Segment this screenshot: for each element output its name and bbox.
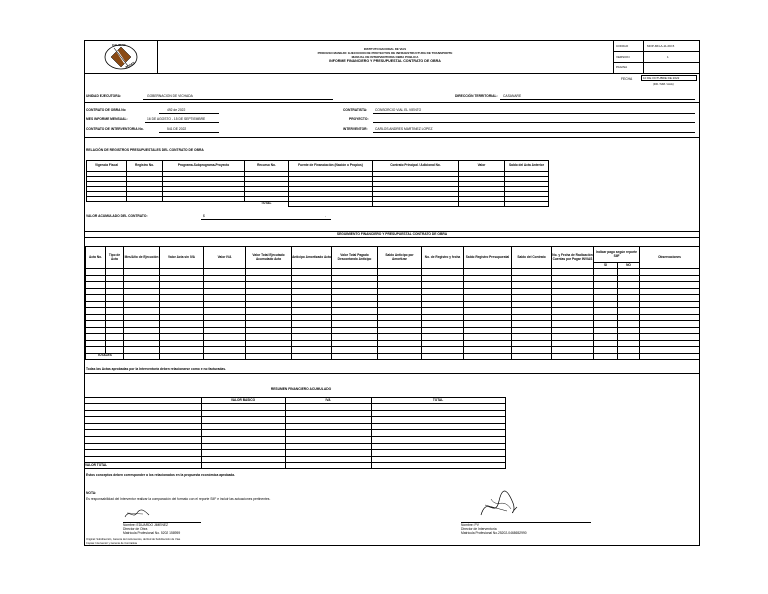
sign-left-name: Nombre: EDUARDO JIMENEZ bbox=[123, 523, 169, 527]
contract-label: CONTRATO DE OBRA No bbox=[86, 108, 126, 112]
seguimiento-title: SEGUIMIENTO FINANCIERO Y PRESUPUESTAL CONTRATO DE OBRA bbox=[336, 232, 448, 236]
seg-col-saldo-anticipo: Saldo Anticipo por Amortizar bbox=[378, 247, 422, 269]
seg-col-valor-sin-iva: Valor Acta sin IVA bbox=[160, 247, 204, 269]
manual-name: MANUAL DE INTERVENTORIA OBRA PUBLICA bbox=[351, 55, 419, 59]
resumen-title: RESUMEN FINANCIERO ACUMULADO bbox=[270, 387, 332, 391]
resumen-col-total: TOTAL bbox=[371, 398, 505, 404]
acumulado-value[interactable]: - bbox=[325, 214, 327, 218]
sign-right-name: Nombre: PV bbox=[461, 523, 479, 527]
unit-label: UNIDAD EJECUTORA: bbox=[86, 94, 122, 98]
reg-col-valor: Valor bbox=[459, 161, 505, 172]
sign-left-role: Director de Obra bbox=[123, 527, 148, 531]
code-label: CODIGO bbox=[616, 44, 629, 48]
reg-col-registro: Registro No. bbox=[127, 161, 163, 172]
sign-right-license: Matrícula Profesional No.25202-0468652990 bbox=[461, 531, 527, 535]
table-row[interactable] bbox=[85, 417, 505, 424]
territorial-label: DIRECCIÓN TERRITORIAL: bbox=[455, 94, 498, 98]
table-row[interactable] bbox=[85, 443, 505, 450]
date-value: 10 DE OCTUBRE DE 2022 bbox=[643, 76, 680, 80]
acumulado-label: VALOR ACUMULADO DEL CONTRATO: bbox=[86, 214, 148, 218]
report-title: INFORME FINANCIERO Y PRESUPUESTAL CONTRATO DE OBRA bbox=[329, 59, 441, 63]
reg-total-label: TOTAL bbox=[261, 201, 272, 206]
interv-contract-value[interactable]: 541 DE 2022 bbox=[167, 127, 187, 131]
version-label: VERSION bbox=[616, 55, 630, 59]
table-row[interactable] bbox=[85, 404, 505, 411]
resumen-total-label: VALOR TOTAL bbox=[85, 463, 201, 469]
seg-col-observaciones: Observaciones bbox=[640, 247, 700, 269]
nota-text: Es responsabilidad del Interventor realizar la comparación del formato con el reporte SIIF e incluir las actuaciones pertinentes. bbox=[86, 497, 271, 501]
seg-col-anticipo: Anticipo Amortizado Acta bbox=[292, 247, 332, 269]
reg-col-recurso: Recurso No. bbox=[245, 161, 289, 172]
reg-col-programa: Programa-Subprograma-Proyecto bbox=[163, 161, 245, 172]
table-row[interactable] bbox=[85, 430, 505, 437]
siif-yes: SI bbox=[594, 263, 618, 269]
seg-col-tipo: Tipo de Acta bbox=[106, 247, 124, 269]
contractor-label: CONTRATISTA: bbox=[343, 108, 368, 112]
seg-col-iva: Valor IVA bbox=[204, 247, 246, 269]
institution-name: INSTITUTO NACIONAL DE VIAS bbox=[363, 47, 407, 51]
reg-col-contrato: Contrato Principal / Adicional No. bbox=[373, 161, 459, 172]
project-label: PROYECTO: bbox=[349, 117, 369, 121]
form-sheet bbox=[84, 40, 700, 546]
signature-right bbox=[477, 489, 521, 521]
table-row[interactable] bbox=[85, 450, 505, 457]
table-row[interactable] bbox=[85, 423, 505, 430]
resumen-col-basico: VALOR BASICO bbox=[201, 398, 285, 404]
seg-col-mes: Mes/Año de Ejecución bbox=[124, 247, 160, 269]
seg-col-radicacion: No. y Fecha de Radicación Cuentas por Pagar INVIAS bbox=[552, 247, 594, 269]
seg-col-registro: No. de Registro y fecha bbox=[422, 247, 464, 269]
process-name: PROCESO MANEJO: EJECUCION DE PROYECTOS DE INFRAESTRUCTURA DE TRANSPORTE bbox=[317, 51, 453, 55]
seg-col-saldo-registro: Saldo Registro Presupuestal bbox=[464, 247, 512, 269]
sign-left-license: Matrícula Profesional No. 5202 158959 bbox=[123, 531, 181, 535]
footer-original: Original: Subdirección, Gerente de Instrumentos, de Red de Subdirección de Vías bbox=[86, 538, 181, 541]
table-row[interactable] bbox=[85, 436, 505, 443]
resumen-col-iva: IVA bbox=[285, 398, 371, 404]
unit-value[interactable]: GOBERNACION DE VICHADA bbox=[147, 94, 193, 98]
sign-right-role: Director de Interventoría bbox=[461, 527, 497, 531]
seg-col-total-ejecutado: Valor Total Ejecutado Acumulado Acta bbox=[246, 247, 292, 269]
date-label: FECHA bbox=[621, 77, 633, 81]
acumulado-currency: $ bbox=[203, 214, 205, 218]
table-row[interactable] bbox=[85, 456, 505, 463]
code-value: MOP-MN-A-11-FR-5 bbox=[647, 44, 675, 48]
seg-totals-label: TOTALES bbox=[86, 353, 124, 359]
supervisor-value[interactable]: CARLOS ANDRES MARTINEZ LOPEZ bbox=[375, 127, 433, 131]
logo-text-bottom: INVIAS bbox=[124, 60, 136, 70]
logo-text-top: CALIDAD bbox=[112, 43, 126, 47]
seg-col-total-pagado: Valor Total Pagado Descontando Anticipo bbox=[332, 247, 378, 269]
seg-col-acta: Acta No. bbox=[86, 247, 106, 269]
seg-col-siif: Indicar pago según reporte SIIF bbox=[594, 247, 640, 263]
supervisor-label: INTERVENTOR: bbox=[343, 127, 368, 131]
nota-label: NOTA: bbox=[86, 491, 97, 495]
version-value: 1 bbox=[667, 55, 669, 59]
page-label: PAGINA bbox=[616, 65, 628, 69]
seg-col-saldo-contrato: Saldo del Contrato bbox=[512, 247, 552, 269]
seguimiento-note: Todas las Actas aprobadas por la Interventoría deben relacionarse como e no facturadas. bbox=[86, 367, 226, 371]
seguimiento-table bbox=[85, 246, 700, 360]
reg-col-vigencia: Vigencia Fiscal bbox=[87, 161, 127, 172]
invias-logo bbox=[103, 43, 139, 71]
date-format: (DD / MM / AAA) bbox=[653, 82, 674, 86]
month-value[interactable]: 16 DE AGOSTO - 15 DE SEPTIEMBRE bbox=[147, 117, 206, 121]
contractor-value[interactable]: CONSORCIO VIAL EL VIENTO bbox=[375, 108, 422, 112]
table-row[interactable] bbox=[85, 410, 505, 417]
month-label: MES INFORME MENSUAL: bbox=[86, 117, 128, 121]
territorial-value[interactable]: CASANARE bbox=[503, 94, 522, 98]
resumen-note: Estos conceptos deben corresponder a los relacionados en la propuesta económica aprobada. bbox=[86, 473, 235, 477]
reg-col-fuente: Fuente de Financiación (Nación o Propios) bbox=[289, 161, 373, 172]
registros-title: RELACIÓN DE REGISTROS PRESUPUESTALES DEL CONTRATO DE OBRA bbox=[86, 148, 204, 152]
footer-copies: Copias: Interventor y Gerente de Contratista bbox=[86, 542, 137, 545]
signature-left bbox=[123, 505, 153, 521]
interv-contract-label: CONTRATO DE INTERVENTORIA No. bbox=[86, 127, 144, 131]
contract-value[interactable]: 492 de 2022 bbox=[167, 108, 186, 112]
reg-col-saldo: Saldo del Acta Anterior bbox=[505, 161, 549, 172]
registros-table bbox=[86, 160, 549, 207]
resumen-table bbox=[85, 397, 506, 469]
siif-no: NO bbox=[618, 263, 640, 269]
